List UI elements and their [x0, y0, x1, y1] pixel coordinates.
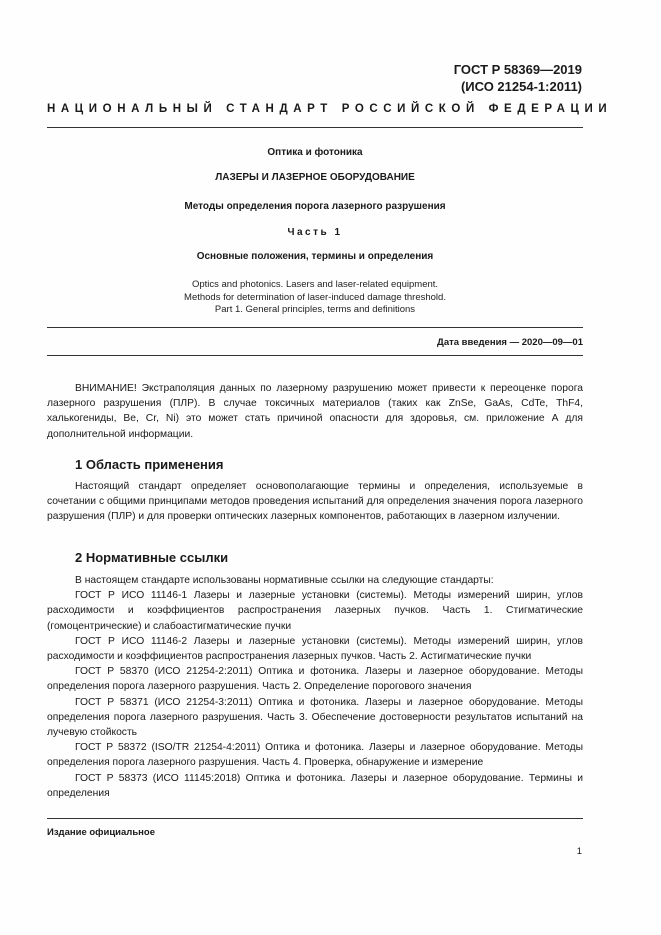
page-number: 1: [576, 846, 582, 857]
iso-number: (ИСО 21254-1:2011): [460, 79, 582, 94]
english-title-line: Part 1. General principles, terms and definitions: [214, 304, 416, 315]
section-2-heading: 2 Нормативные ссылки: [75, 550, 229, 565]
reference-item: ГОСТ Р ИСО 11146-2 Лазеры и лазерные установки (системы). Методы измерений ширин, углов расходимости и коэффициентов распространения лазерных пучков. Часть 2. Астигматические пучки: [47, 635, 583, 663]
gost-number: ГОСТ Р 58369—2019: [453, 62, 582, 77]
national-standard-banner: НАЦИОНАЛЬНЫЙ СТАНДАРТ РОССИЙСКОЙ ФЕДЕРАЦИИ: [47, 103, 613, 115]
title-main: ЛАЗЕРЫ И ЛАЗЕРНОЕ ОБОРУДОВАНИЕ: [215, 172, 415, 183]
warning-paragraph: [47, 381, 583, 442]
section-1-body: [47, 479, 583, 525]
title-methods: Методы определения порога лазерного разрушения: [184, 201, 446, 212]
header-rule: [47, 127, 583, 128]
introduction-date: Дата введения — 2020—09—01: [437, 337, 583, 348]
title-field: Оптика и фотоника: [267, 147, 363, 158]
reference-item: ГОСТ Р 58370 (ИСО 21254-2:2011) Оптика и фотоника. Лазеры и лазерное оборудование. Методы определения порога лазерного разрушения. Часть 2. Определение порогового значения: [47, 666, 583, 693]
date-rule: [47, 355, 583, 356]
title-rule: [47, 327, 583, 328]
footer-rule: [47, 818, 583, 819]
reference-item: ГОСТ Р 58372 (ISO/TR 21254-4:2011) Оптика и фотоника. Лазеры и лазерное оборудование. Методы определения порога лазерного разрушения. Часть 4. Проверка, обнаружение и измерение: [47, 742, 583, 769]
reference-item: ГОСТ Р 58371 (ИСО 21254-3:2011) Оптика и фотоника. Лазеры и лазерное оборудование. Методы определения порога лазерного разрушения. Часть 3. Обеспечение достоверности результатов испытаний на лучевую стойкость: [47, 696, 583, 739]
english-title-line: Optics and photonics. Lasers and laser-related equipment.: [191, 279, 439, 290]
document-designation: [454, 61, 582, 95]
section-1-text: Настоящий стандарт определяет основополагающие термины и определения, используемые в сочетании с общими принципами методов проведения испытаний для определения значения порога лазерного разрушения (ПЛР) и для проверки оптических лазерных компонентов, работающих в лазерном излучении.: [47, 481, 583, 523]
reference-item: ГОСТ Р 58373 (ИСО 11145:2018) Оптика и фотоника. Лазеры и лазерное оборудование. Термины и определения: [47, 772, 583, 799]
warning-text: ВНИМАНИЕ! Экстраполяция данных по лазерному разрушению может привести к переоценке порога лазерного разрушения (ПЛР). В случае токсичных материалов (таких как ZnSe, GaAs, CdTe, ThF4, халькогениды, Be, Cr, Ni) это может стать причиной опасности для здоровья, см. приложение А для дополнительной информации.: [47, 383, 583, 440]
english-title: [47, 279, 583, 317]
section-1-heading: 1 Область применения: [75, 457, 224, 472]
reference-item: ГОСТ Р ИСО 11146-1 Лазеры и лазерные установки (системы). Методы измерений ширин, углов расходимости и коэффициентов распространения лазерных пучков. Часть 1. Стигматические (гомоцентрические) и слабоастигматические пучки: [47, 590, 583, 632]
official-edition-label: Издание официальное: [47, 827, 155, 838]
references-intro: В настоящем стандарте использованы нормативные ссылки на следующие стандарты:: [75, 575, 494, 586]
title-part: Часть 1: [287, 227, 343, 238]
normative-references: [47, 573, 583, 801]
title-subtitle: Основные положения, термины и определения: [196, 251, 434, 262]
english-title-line: Methods for determination of laser-induced damage threshold.: [184, 291, 446, 303]
